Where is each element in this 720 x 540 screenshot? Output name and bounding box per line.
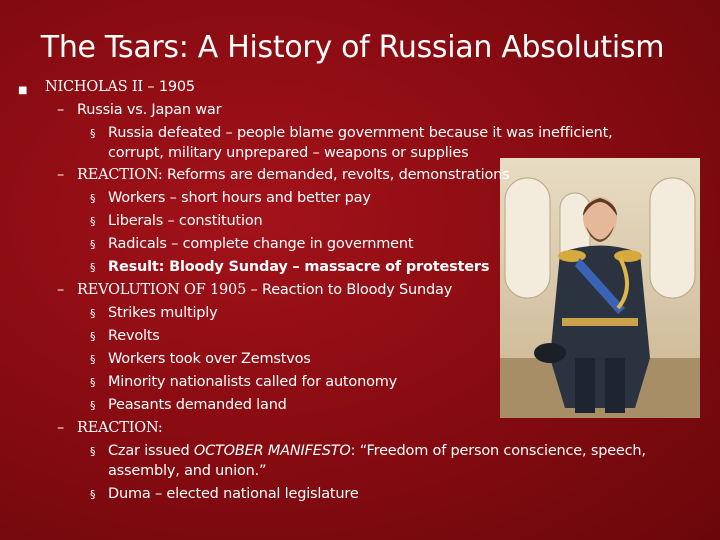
revolution-text: – Reaction to Bloody Sunday: [246, 282, 453, 298]
reaction-text: Reforms are demanded, revolts, demonstrations: [162, 167, 510, 183]
manifesto-post: : “Freedom of person conscience, speech,: [350, 443, 646, 459]
revolution-label: REVOLUTION OF 1905: [77, 282, 247, 298]
slide-title: The Tsars: A History of Russian Absolutism: [40, 30, 665, 65]
section-bullet-icon: §: [90, 215, 96, 228]
section-bullet-icon: §: [90, 445, 96, 458]
section-bullet-icon: §: [90, 399, 96, 412]
manifesto-pre: Czar issued: [108, 443, 194, 459]
dash-bullet-icon: –: [57, 102, 65, 118]
list-item: Radicals – complete change in government: [108, 236, 414, 252]
portrait-image: [500, 158, 700, 418]
section-bullet-icon: §: [90, 127, 96, 140]
list-item: [77, 164, 510, 187]
list-item: Revolts: [108, 328, 160, 344]
list-item: Minority nationalists called for autonomy: [108, 374, 398, 390]
dash-bullet-icon: –: [57, 420, 65, 436]
list-item: Peasants demanded land: [108, 397, 287, 413]
section-bullet-icon: §: [90, 353, 96, 366]
list-item-continued: corrupt, military unprepared – weapons or supplies: [108, 145, 469, 161]
section-bullet-icon: §: [90, 238, 96, 251]
section-bullet-icon: §: [90, 261, 96, 274]
list-item: Russia defeated – people blame government because it was inefficient,: [108, 125, 613, 141]
dash-bullet-icon: –: [57, 282, 65, 298]
list-item: REACTION:: [77, 420, 163, 436]
section-bullet-icon: §: [90, 488, 96, 501]
list-item: Result: Bloody Sunday – massacre of protesters: [108, 259, 490, 275]
dash-bullet-icon: –: [57, 167, 65, 183]
reaction-label: REACTION:: [77, 167, 163, 183]
heading-year: – 1905: [142, 79, 195, 95]
list-item: Workers – short hours and better pay: [108, 190, 371, 206]
square-bullet-icon: ■: [18, 85, 28, 96]
heading-nicholas: NICHOLAS II: [45, 79, 143, 95]
list-item: Duma – elected national legislature: [108, 486, 359, 502]
list-item: Russia vs. Japan war: [77, 102, 222, 118]
list-item: [77, 279, 452, 302]
section-bullet-icon: §: [90, 307, 96, 320]
list-item: [45, 76, 195, 99]
list-item: Workers took over Zemstvos: [108, 351, 311, 367]
section-bullet-icon: §: [90, 192, 96, 205]
section-bullet-icon: §: [90, 330, 96, 343]
list-item: Strikes multiply: [108, 305, 218, 321]
section-bullet-icon: §: [90, 376, 96, 389]
list-item-continued: assembly, and union.”: [108, 463, 267, 479]
manifesto-title: OCTOBER MANIFESTO: [193, 443, 351, 459]
list-item: Liberals – constitution: [108, 213, 263, 229]
